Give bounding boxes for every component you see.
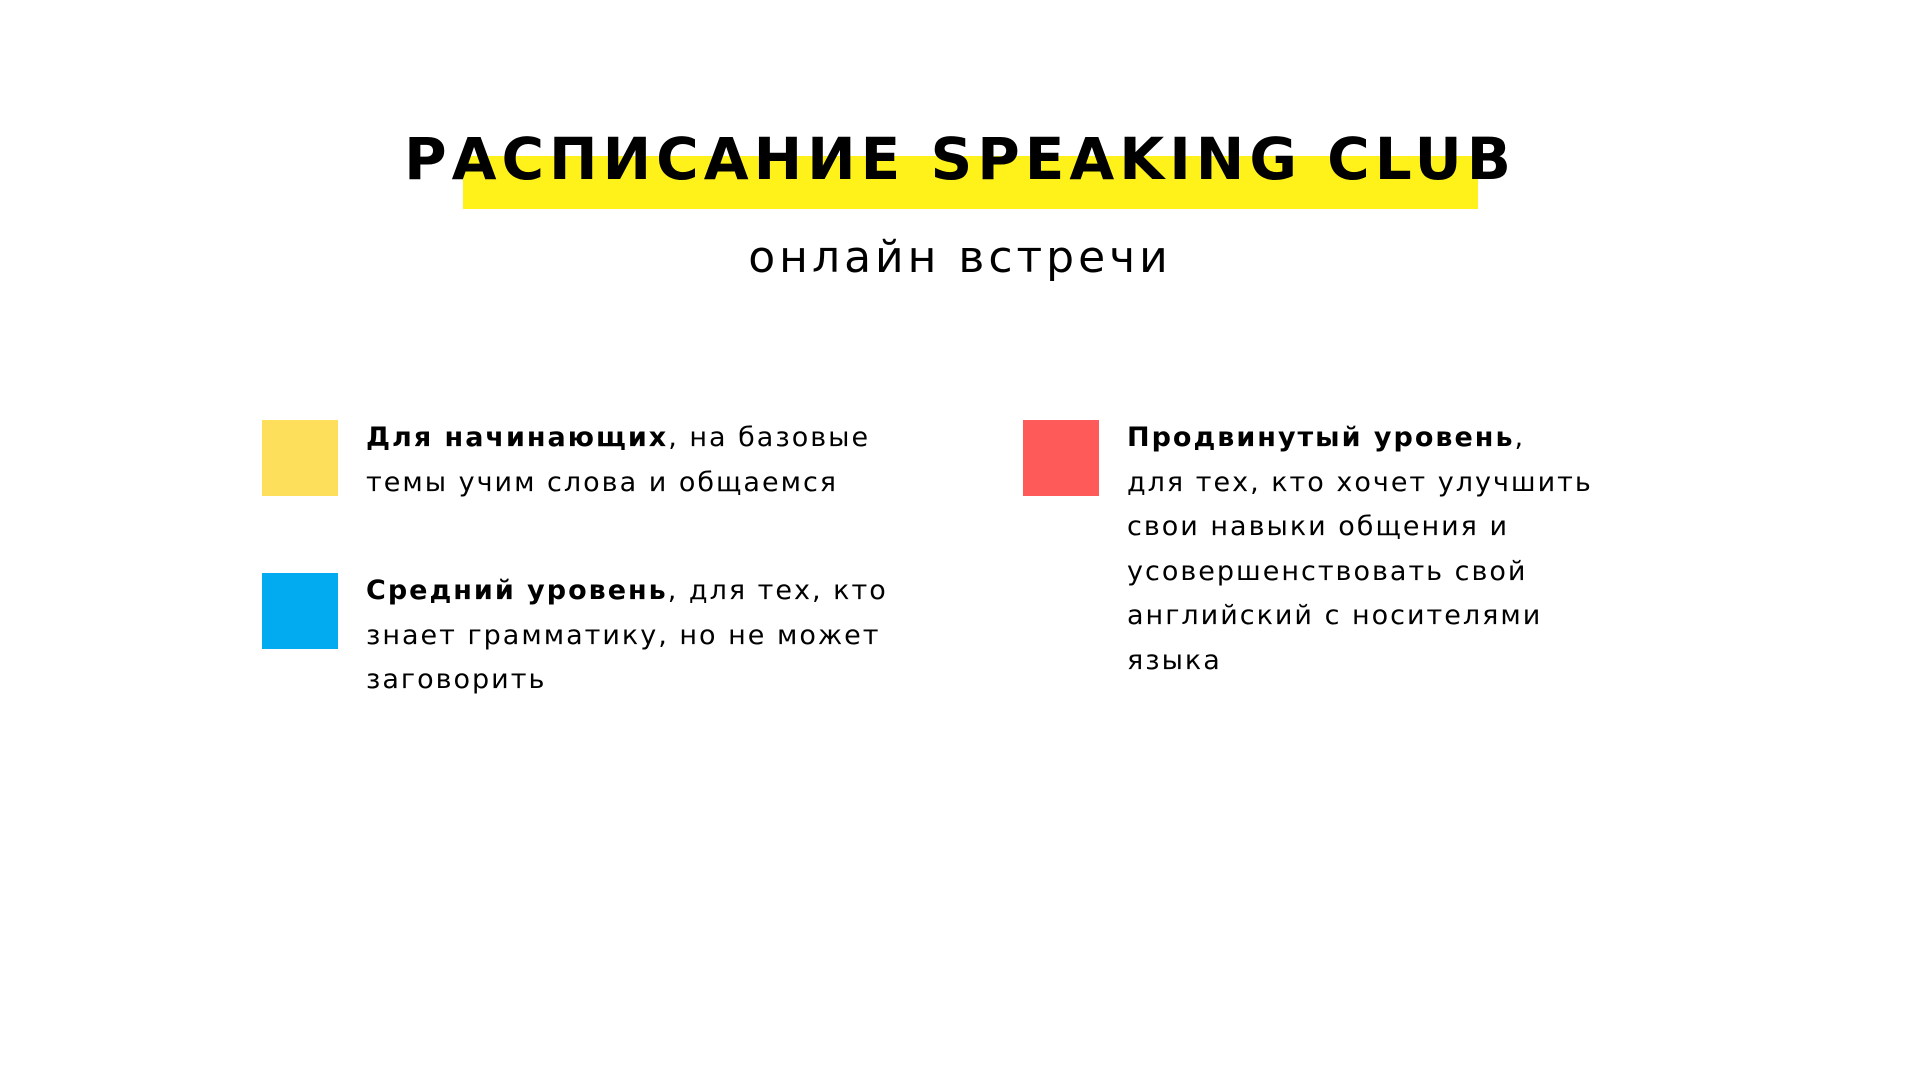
intermediate-text-line: знает грамматику, но не может <box>366 619 881 651</box>
beginner-level-name: Для начинающих <box>366 422 669 453</box>
advanced-text-line: усовершенствовать свой <box>1127 555 1528 587</box>
advanced-text-line: , <box>1514 422 1526 453</box>
title-block <box>0 0 1920 283</box>
beginner-text-line: темы учим слова и общаемся <box>366 466 839 498</box>
advanced-text-line: языка <box>1127 644 1222 676</box>
page-subtitle: онлайн встречи <box>748 232 1172 283</box>
beginner-description <box>366 416 870 505</box>
advanced-text-line: свои навыки общения и <box>1127 511 1510 542</box>
advanced-level-name: Продвинутый уровень <box>1127 422 1515 453</box>
beginner-text-line: , на базовые <box>668 422 871 453</box>
intermediate-description <box>366 569 888 703</box>
beginner-color-swatch <box>262 420 338 496</box>
intermediate-text-line: заговорить <box>366 664 547 695</box>
intermediate-color-swatch <box>262 573 338 649</box>
intermediate-text-line: , для тех, кто <box>667 575 888 606</box>
advanced-text-line: английский с носителями <box>1127 600 1543 631</box>
advanced-color-swatch <box>1023 420 1099 496</box>
page-title: РАСПИСАНИЕ SPEAKING CLUB <box>404 125 1516 193</box>
advanced-description <box>1127 416 1593 683</box>
advanced-text-line: для тех, кто хочет улучшить <box>1127 466 1593 498</box>
intermediate-level-name: Средний уровень <box>366 575 668 606</box>
